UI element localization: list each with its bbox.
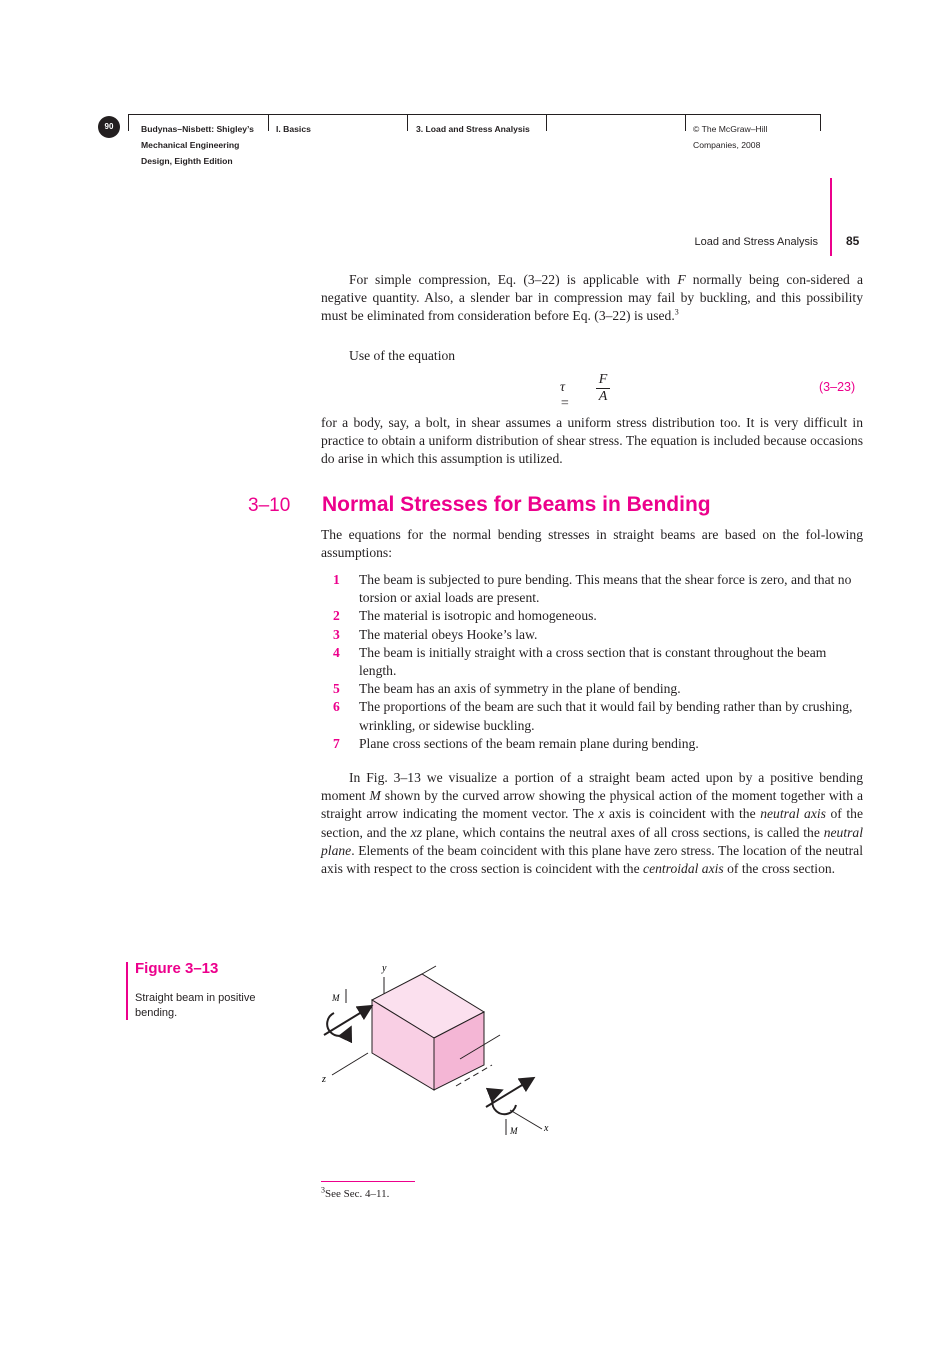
running-head-title: Load and Stress Analysis [694,236,818,248]
paragraph [321,769,863,878]
header-divider [685,114,686,131]
assumption-number: 7 [333,735,340,751]
book-title-line: Budynas–Nisbett: Shigley’s [141,124,254,134]
assumption-item [321,607,863,625]
assumption-item [321,735,863,753]
copyright-line: Companies, 2008 [693,140,761,150]
assumption-text: The proportions of the beam are such that it would fail by bending rather than by crushing, wrinkling, or sidewise buckling. [359,699,853,733]
moment-vector-right [486,1079,532,1107]
figure-rule [126,962,128,1020]
section-number: 3–10 [248,495,291,516]
moment-arc-left [327,1013,350,1036]
footnote-text: See Sec. 4–11. [325,1188,390,1200]
text-run: normally being con-sidered a negative quantity. Also, a slender bar in compression may fail by buckling, and this possibility must be eliminated from consideration before Eq. (3–22) is used. [321,272,863,324]
book-title [141,121,254,169]
assumption-item [321,571,863,607]
copyright-line: © The McGraw–Hill [693,124,768,134]
assumption-item [321,644,863,680]
part-label: I. Basics [276,124,311,134]
moment-arc-right [492,1091,516,1114]
term: neutral plane [321,824,863,858]
book-title-line: Mechanical Engineering [141,140,240,150]
assumption-number: 1 [333,572,340,587]
text-run: . Elements of the beam coincident with this plane have zero stress. The location of the neutral axis with respect to the cross section is coincident with the [321,842,863,877]
numerator: F [598,372,608,387]
running-head-rule [830,178,832,256]
text-run: plane, which contains the neutral axes of all cross sections, is called the [421,824,824,840]
assumption-text: Plane cross sections of the beam remain plane during bending. [359,735,699,751]
header-rule [128,114,820,115]
chapter-label: 3. Load and Stress Analysis [416,124,530,134]
footnote [321,1185,390,1200]
footnote-ref: 3 [674,307,679,317]
assumption-text: The beam has an axis of symmetry in the plane of bending. [359,681,681,697]
fraction [596,372,610,405]
assumption-number: 2 [333,608,340,624]
assumption-text: The material is isotropic and homogeneous. [359,608,597,624]
moment-label-bottom: M [510,1126,518,1136]
edge-line [422,966,436,974]
footnote-rule [321,1181,415,1182]
text-run: of the section, and the [321,806,863,840]
text-run: axis is coincident with the [604,806,761,822]
footnote-mark: 3 [321,1185,325,1195]
page-number: 85 [846,234,860,248]
assumption-item [321,626,863,644]
paragraph [321,271,863,326]
assumption-item [321,698,863,734]
paragraph: for a body, say, a bolt, in shear assumes a uniform stress distribution too. It is very difficult in practice to obtain a uniform distribution of shear stress. The equation is included because occasions do arise in which this assumption is utilized. [321,415,863,467]
copyright [693,121,767,153]
assumption-number: 6 [333,699,340,715]
header-divider [268,114,269,131]
header-divider [546,114,547,131]
assumption-number: 4 [333,644,340,660]
book-title-line: Design, Eighth Edition [141,156,233,166]
term: centroidal axis [643,861,724,877]
header-divider [128,114,129,131]
equation-number: (3–23) [819,380,856,394]
text-run: of the cross section. [723,861,836,877]
paragraph: Use of the equation [349,348,456,363]
figure-label: Figure 3–13 [135,960,219,977]
x-axis-label: x [544,1123,549,1134]
text-run: In Fig. 3–13 we visualize a portion of a straight beam acted upon by a positive bending moment [321,770,863,804]
variable: M [369,788,381,804]
assumption-item [321,680,863,698]
term: neutral axis [760,806,826,822]
y-axis-label: y [382,963,387,974]
assumption-text: The beam is subjected to pure bending. This means that the shear force is zero, and that no torsion or axial loads are present. [359,572,852,606]
variable: F [677,272,686,287]
z-axis-label: z [322,1074,326,1085]
section-intro: The equations for the normal bending stresses in straight beams are based on the fol-lowing assumptions: [321,527,863,561]
text-run: For simple compression, Eq. (3–22) is applicable with [349,272,678,287]
assumption-text: The beam is initially straight with a cross section that is constant throughout the beam length. [359,644,827,679]
assumption-text: The material obeys Hooke’s law. [359,626,538,642]
z-axis [332,1053,368,1075]
text-run: shown by the curved arrow showing the physical action of the moment together with a straight arrow indicating the moment vector. The [321,788,863,822]
moment-label-top: M [332,993,340,1003]
moment-vector-left [324,1007,370,1035]
assumption-number: 5 [333,681,340,697]
assumption-list [321,571,863,753]
header-divider [407,114,408,131]
assumption-number: 3 [333,626,340,642]
denominator: A [598,389,608,404]
header-divider [820,114,821,131]
variable: xz [410,824,422,840]
beam-figure [310,955,570,1145]
section-title: Normal Stresses for Beams in Bending [322,493,711,516]
equation-lhs: τ = [560,380,570,411]
page-badge: 90 [98,116,120,138]
variable: x [598,806,605,822]
figure-caption: Straight beam in positive bending. [135,992,256,1019]
